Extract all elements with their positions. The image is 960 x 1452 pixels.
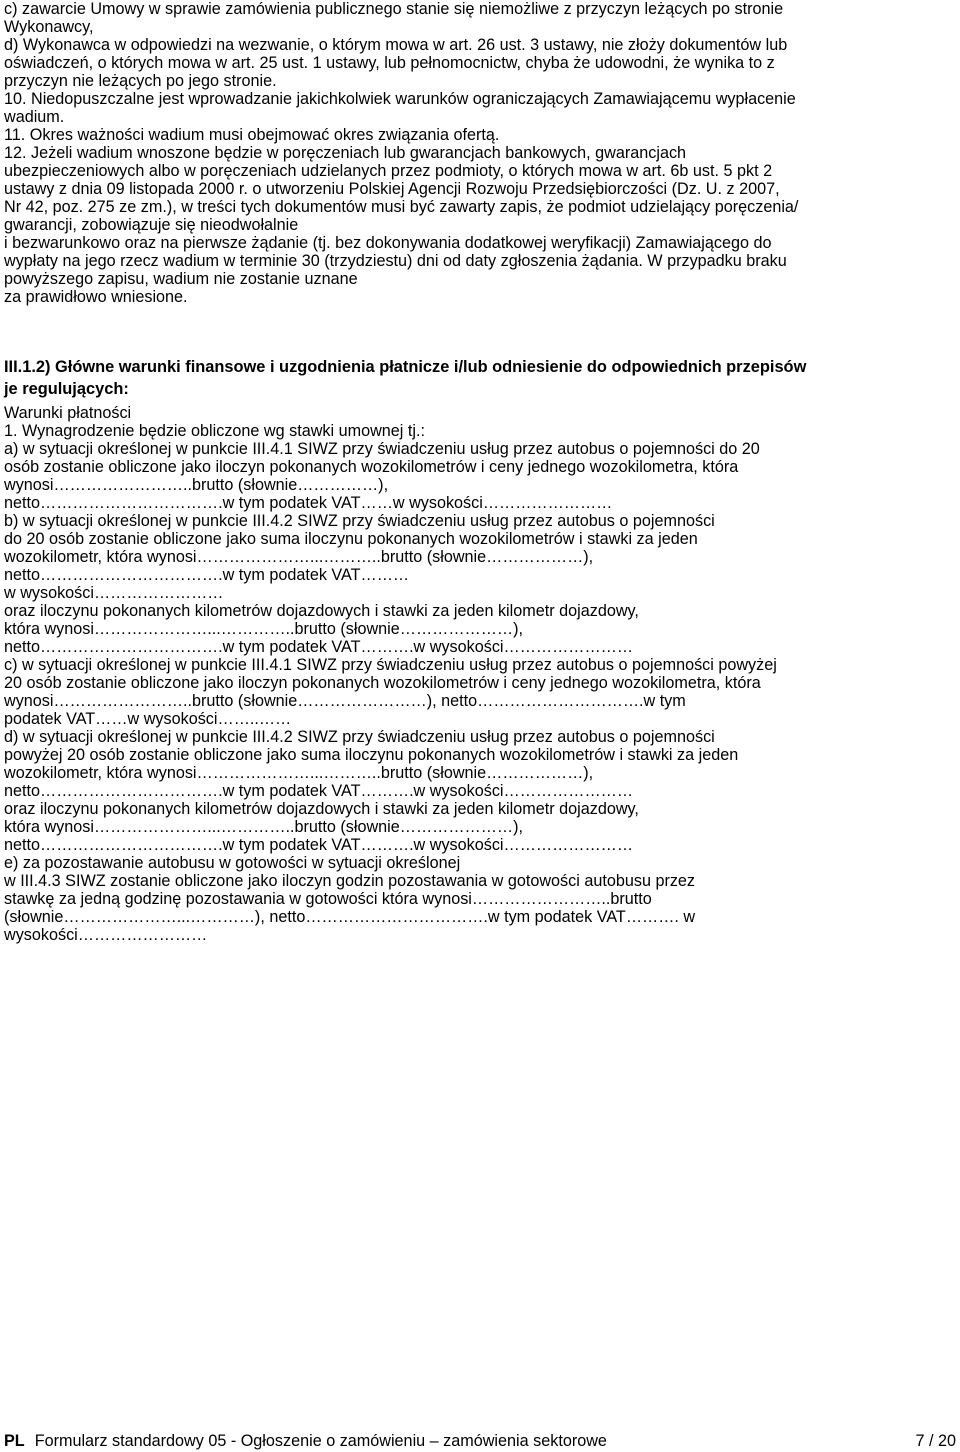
text-line: netto…………………………….w tym podatek VAT……….w wysokości……………………	[4, 782, 634, 800]
text-line: e) za pozostawanie autobusu w gotowości w sytuacji określonej	[4, 854, 461, 872]
text-line: oraz iloczynu pokonanych kilometrów dojazdowych i stawki za jeden kilometr dojazdowy,	[4, 800, 639, 818]
text-line: 1. Wynagrodzenie będzie obliczone wg stawki umownej tj.:	[4, 422, 425, 440]
text-line: stawkę za jedną godzinę pozostawania w gotowości która wynosi……………………..brutto	[4, 890, 652, 908]
text-line: powyżej 20 osób zostanie obliczone jako suma iloczynu pokonanych wozokilometrów i stawki za jeden	[4, 746, 739, 764]
text-line: netto…………………………….w tym podatek VAT……….w wysokości……………………	[4, 638, 634, 656]
text-line: do 20 osób zostanie obliczone jako suma iloczynu pokonanych wozokilometrów i stawki za jeden	[4, 530, 698, 548]
footer-form-title: Formularz standardowy 05 - Ogłoszenie o zamówieniu – zamówienia sektorowe	[34, 1432, 607, 1450]
text-line: netto…………………………….w tym podatek VAT……….w wysokości……………………	[4, 836, 634, 854]
text-line: wysokości……………………	[4, 926, 208, 944]
text-line: w wysokości……………………	[4, 584, 224, 602]
text-line: wozokilometr, która wynosi…………………...………..brutto (słownie………………),	[4, 764, 594, 782]
text-line: i bezwarunkowo oraz na pierwsze żądanie (tj. bez dokonywania dodatkowej weryfikacji) Zamawiającego do	[4, 234, 772, 252]
text-line: 12. Jeżeli wadium wnoszone będzie w poręczeniach lub gwarancjach bankowych, gwarancjach	[4, 144, 687, 162]
wadium-conditions-text	[4, 0, 954, 306]
text-line: podatek VAT……w wysokości……..……	[4, 710, 292, 728]
text-line: wadium.	[4, 108, 65, 126]
text-line: d) Wykonawca w odpowiedzi na wezwanie, o którym mowa w art. 26 ust. 3 ustawy, nie złoży dokumentów lub	[4, 36, 788, 54]
text-line: w III.4.3 SIWZ zostanie obliczone jako iloczyn godzin pozostawania w gotowości autobusu przez	[4, 872, 696, 890]
text-line: wypłaty na jego rzecz wadium w terminie 30 (trzydziestu) dni od daty zgłoszenia żądania. W przypadku braku	[4, 252, 787, 270]
text-line: gwarancji, zobowiązuje się nieodwołalnie	[4, 216, 299, 234]
text-line: a) w sytuacji określonej w punkcie III.4.1 SIWZ przy świadczeniu usług przez autobus o pojemności do 20	[4, 440, 760, 458]
text-line: wynosi……………………..brutto (słownie……………),	[4, 476, 389, 494]
footer-language-code: PL	[4, 1432, 25, 1450]
text-line: d) w sytuacji określonej w punkcie III.4.2 SIWZ przy świadczeniu usług przez autobus o pojemności	[4, 728, 715, 746]
text-line: Nr 42, poz. 275 ze zm.), w treści tych dokumentów musi być zawarty zapis, że podmiot udzielający poręczenia/	[4, 198, 799, 216]
section-spacer	[4, 306, 954, 356]
text-line: wozokilometr, która wynosi…………………...………..brutto (słownie………………),	[4, 548, 594, 566]
page-footer	[4, 1430, 956, 1452]
text-line: netto…………………………….w tym podatek VAT………	[4, 566, 410, 584]
text-line: przyczyn nie leżących po jego stronie.	[4, 72, 277, 90]
text-line: Warunki płatności	[4, 404, 132, 422]
text-line: c) w sytuacji określonej w punkcie III.4.1 SIWZ przy świadczeniu usług przez autobus o pojemności powyżej	[4, 656, 777, 674]
payment-conditions-text	[4, 404, 954, 944]
text-line: osób zostanie obliczone jako iloczyn pokonanych wozokilometrów i ceny jednego wozokilometra, która	[4, 458, 739, 476]
text-line: (słownie…………………...…………), netto…………………………….w tym podatek VAT………. w	[4, 908, 696, 926]
text-line: wynosi……………………..brutto (słownie……………………), netto………………………….w tym	[4, 692, 686, 710]
text-line: oświadczeń, o których mowa w art. 25 ust. 1 ustawy, lub pełnomocnictw, chyba że udowodni, że wynika to z	[4, 54, 775, 72]
text-line: Wykonawcy,	[4, 18, 94, 36]
text-line: oraz iloczynu pokonanych kilometrów dojazdowych i stawki za jeden kilometr dojazdowy,	[4, 602, 639, 620]
footer-left	[4, 1430, 607, 1452]
text-line: ubezpieczeniowych albo w poręczeniach udzielanych przez podmioty, o których mowa w art. 6b ust. 5 pkt 2	[4, 162, 773, 180]
text-line: 10. Niedopuszczalne jest wprowadzanie jakichkolwiek warunków ograniczających Zamawiającemu wypłacenie	[4, 90, 796, 108]
text-line: za prawidłowo wniesione.	[4, 288, 188, 306]
text-line: netto…………………………….w tym podatek VAT……w wysokości……………………	[4, 494, 613, 512]
text-line: b) w sytuacji określonej w punkcie III.4.2 SIWZ przy świadczeniu usług przez autobus o pojemności	[4, 512, 715, 530]
text-line: która wynosi…………………...…………..brutto (słownie…………………),	[4, 818, 523, 836]
text-line: 11. Okres ważności wadium musi obejmować okres związania ofertą.	[4, 126, 500, 144]
document-page	[4, 0, 954, 944]
text-line: ustawy z dnia 09 listopada 2000 r. o utworzeniu Polskiej Agencji Rozwoju Przedsiębiorczości (Dz. U. z 2007,	[4, 180, 780, 198]
text-line: c) zawarcie Umowy w sprawie zamówienia publicznego stanie się niemożliwe z przyczyn leżących po stronie	[4, 0, 784, 18]
section-heading-line: je regulujących:	[4, 380, 129, 398]
section-heading	[4, 356, 954, 400]
section-heading-line: III.1.2) Główne warunki finansowe i uzgodnienia płatnicze i/lub odniesienie do odpowiednich przepisów	[4, 358, 807, 376]
footer-page-number: 7 / 20	[915, 1432, 956, 1450]
text-line: 20 osób zostanie obliczone jako iloczyn pokonanych wozokilometrów i ceny jednego wozokilometra, która	[4, 674, 761, 692]
text-line: powyższego zapisu, wadium nie zostanie uznane	[4, 270, 358, 288]
text-line: która wynosi…………………...…………..brutto (słownie…………………),	[4, 620, 523, 638]
